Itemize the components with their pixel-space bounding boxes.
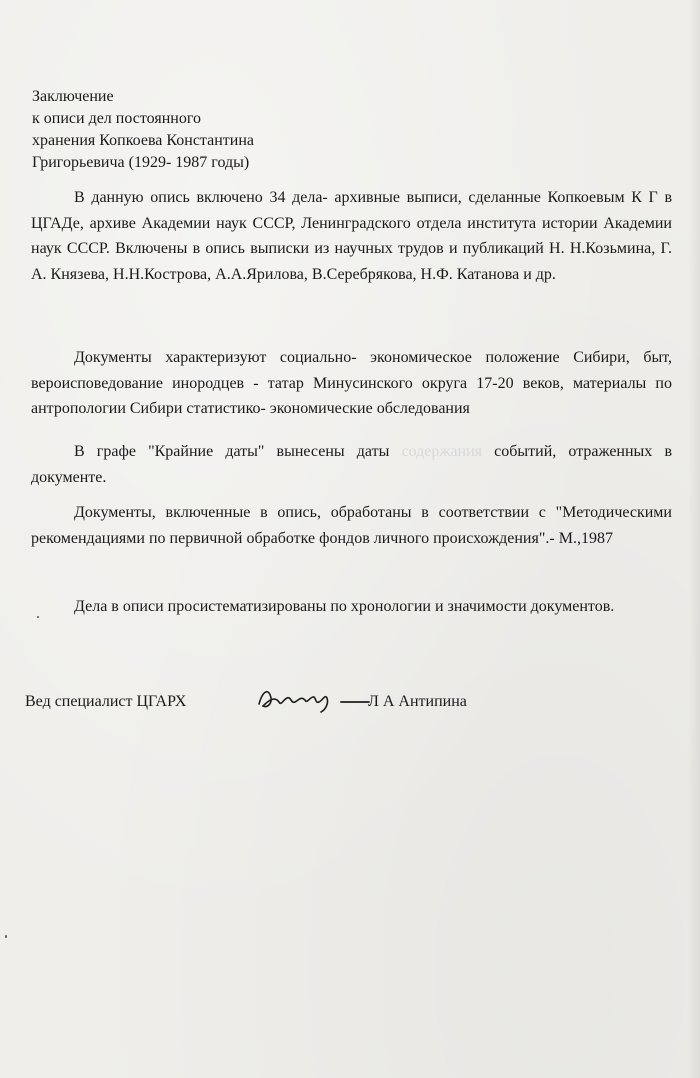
signer-position: Вед специалист ЦГАРХ — [25, 693, 187, 710]
document-heading — [32, 86, 254, 174]
heading-line-4: Григорьевича (1929- 1987 годы) — [32, 154, 250, 171]
heading-line-2: к описи дел постоянного — [32, 110, 201, 127]
heading-line-1: Заключение — [32, 88, 114, 105]
paragraph-dates — [31, 439, 672, 490]
heading-line-3: хранения Копкоева Константина — [32, 132, 254, 149]
paragraph-dates-faint-word: содержания — [401, 443, 483, 460]
paper-speck — [5, 935, 7, 938]
paragraph-systematization: Дела в описи просистематизированы по хронологии и значимости документов. — [74, 598, 615, 615]
paragraph-methodology: Документы, включенные в опись, обработаны в соответствии с "Методическими рекомендациями по первичной обработке фондов личного происхождения".- М.,1987 — [31, 504, 672, 547]
paragraph-characteristics: Документы характеризуют социально- экономическое положение Сибири, быт, вероисповедование инородцев - татар Минусинского округа 17-20 веков, материалы по антропологии Сибири статистико- экономические обследования — [31, 349, 672, 417]
handwritten-signature — [253, 682, 373, 722]
paragraph-dates-start: В графе "Крайние даты" вынесены даты — [74, 443, 390, 460]
paragraph-dates-end: событий, отраженных в документе. — [31, 443, 672, 486]
signature-block — [25, 690, 545, 730]
paper-speck — [37, 616, 39, 618]
paragraph-contents: В данную опись включено 34 дела- архивные выписи, сделанные Копкоевым К Г в ЦГАДе, архиве Академии наук СССР, Ленинградского отдела института истории Академии наук СССР. Включены в опись выписки из научных трудов и публикаций Н. Н.Козьмина, Г. А. Князева, Н.Н.Кострова, А.А.Ярилова, В.Серебрякова, Н.Ф. Катанова и др. — [31, 189, 672, 283]
signer-name: Л А Антипина — [368, 693, 467, 710]
page-edge-shadow — [688, 0, 700, 1078]
